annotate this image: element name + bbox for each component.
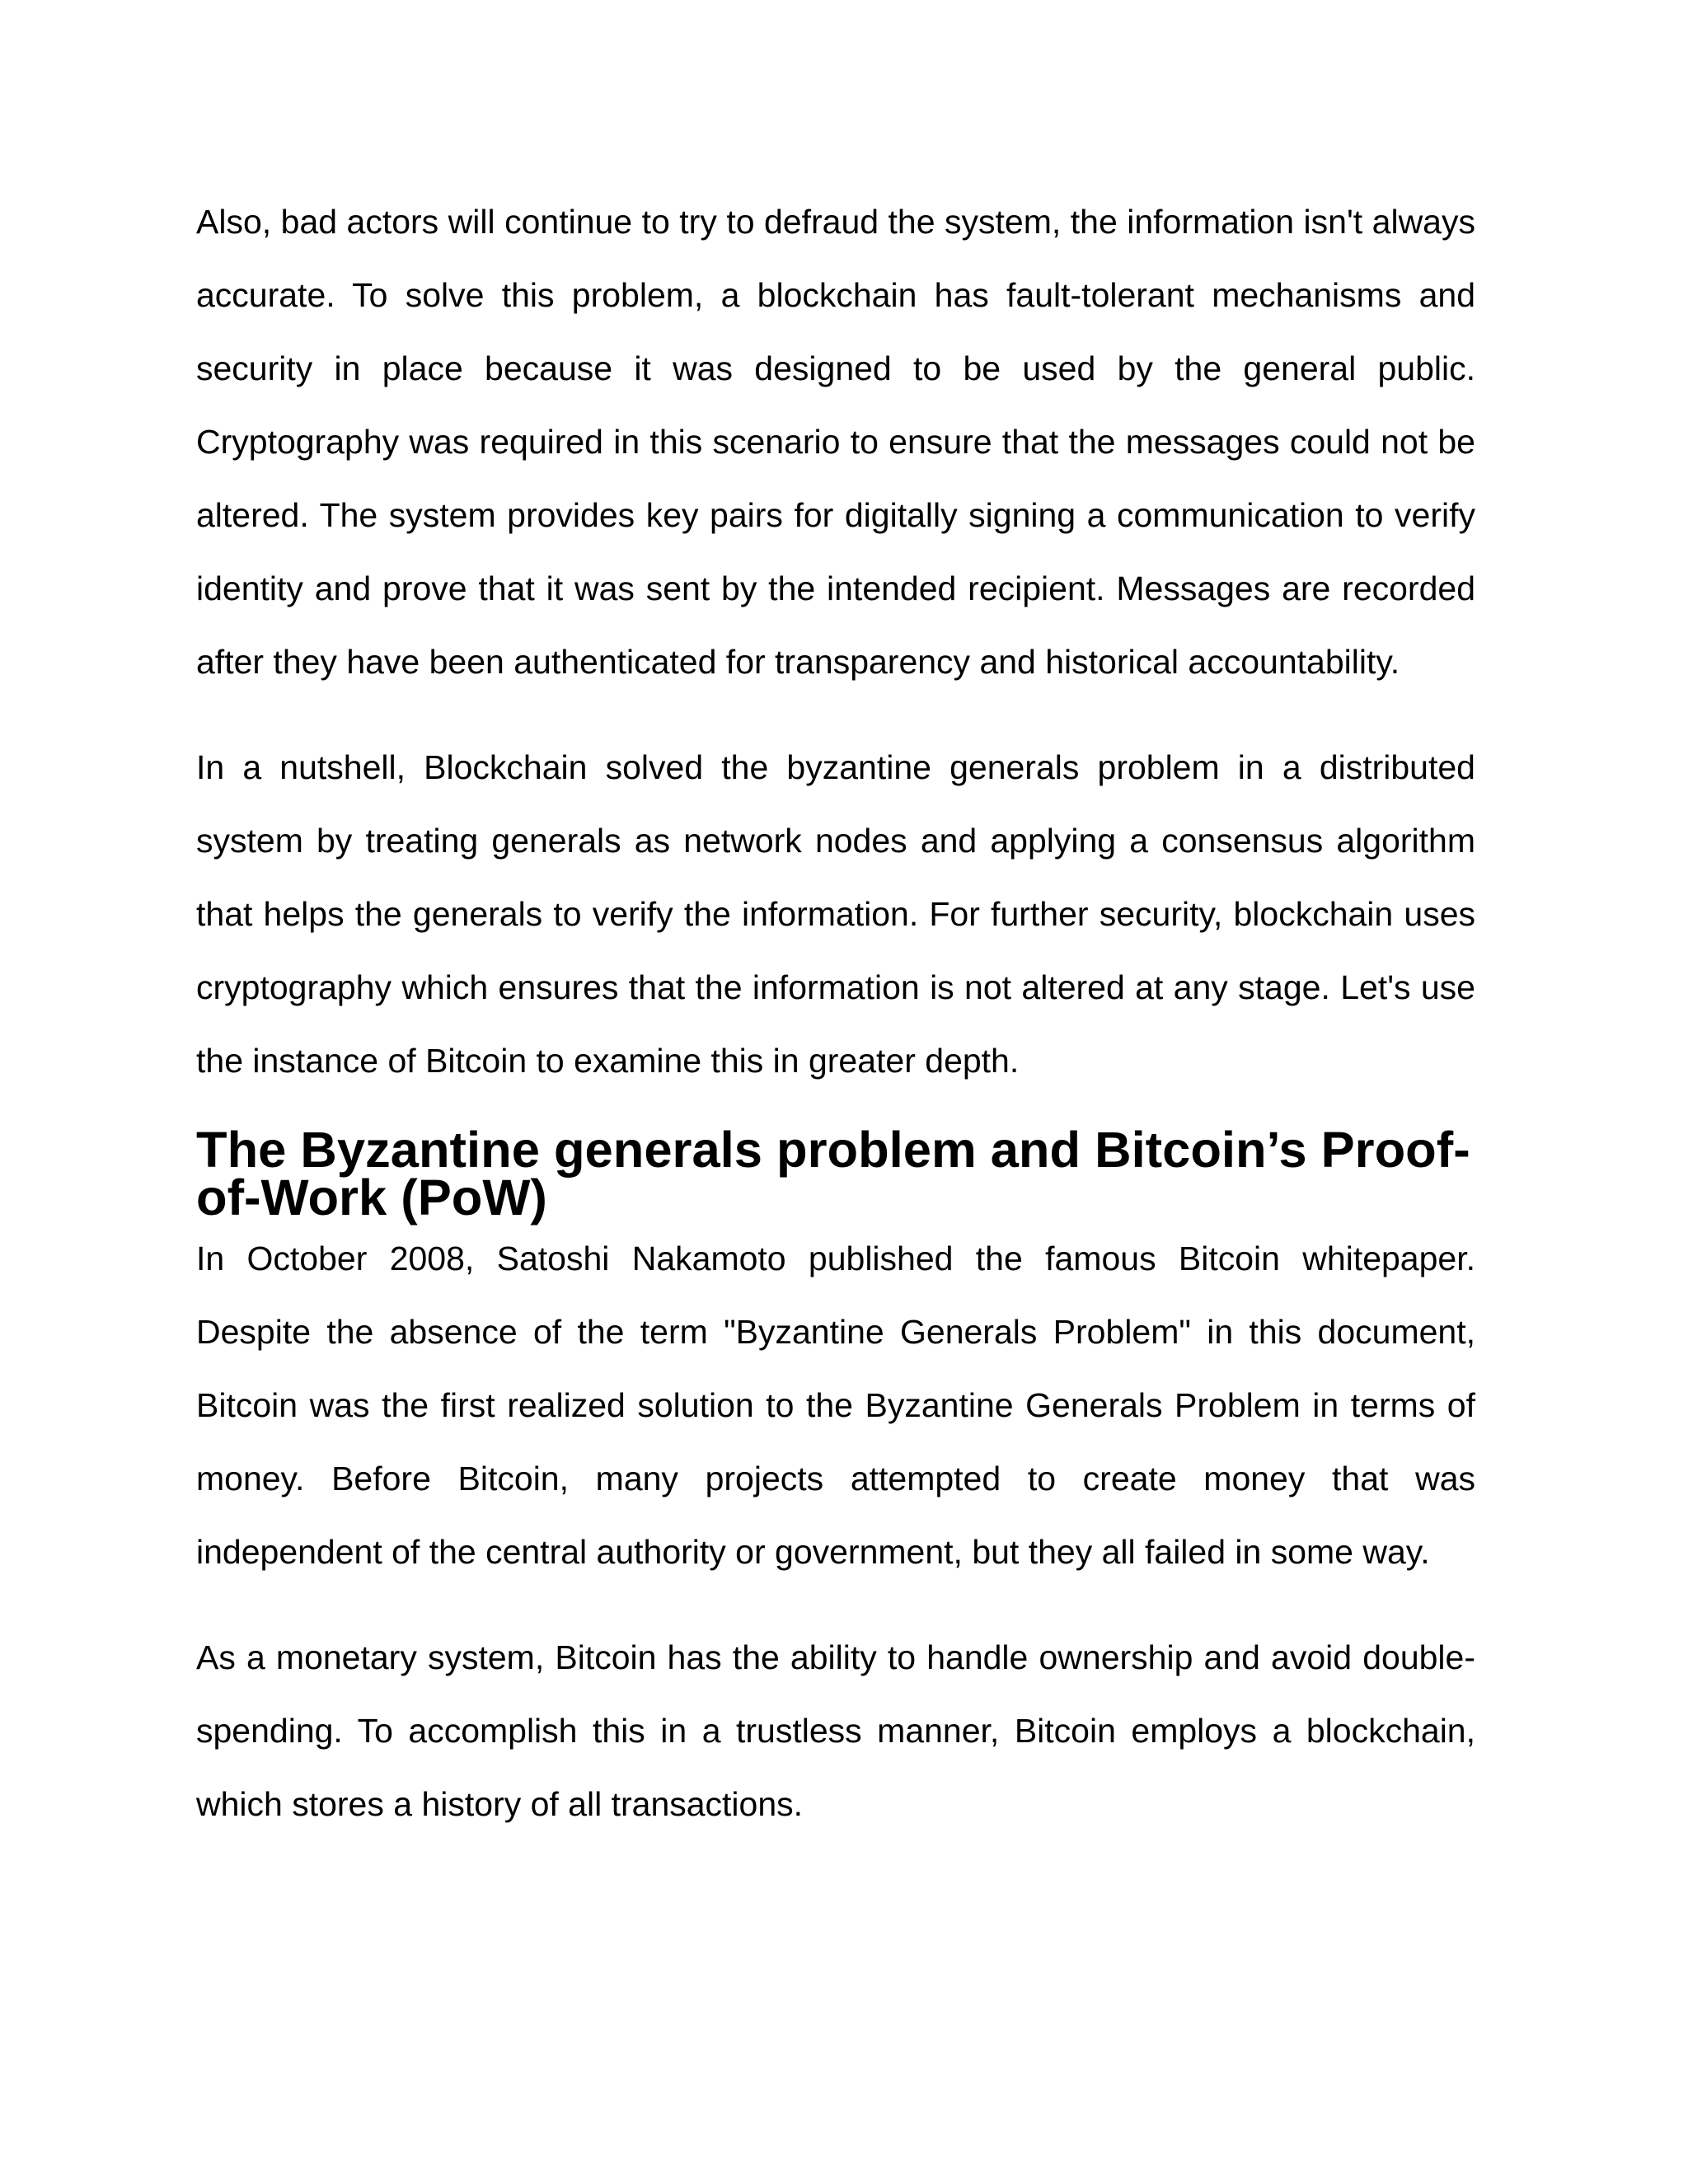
section-heading: The Byzantine generals problem and Bitcoin’s Proof-of-Work (PoW) bbox=[196, 1122, 1470, 1226]
paragraph-fault-tolerance: Also, bad actors will continue to try to defraud the system, the information isn't always accurate. To solve this problem, a blockchain has fault-tolerant mechanisms and security in place because it was designed to be used by the general public. Cryptography was required in this scenario to ensure that the messages could not be altered. The system provides key pairs for digitally signing a communication to verify identity and prove that it was sent by the intended recipient. Messages are recorded after they have been authenticated for transparency and historical accountability. bbox=[196, 203, 1475, 681]
paragraph-nutshell: In a nutshell, Blockchain solved the byzantine generals problem in a distributed system by treating generals as network nodes and applying a consensus algorithm that helps the generals to verify the information. For further security, blockchain uses cryptography which ensures that the information is not altered at any stage. Let's use the instance of Bitcoin to examine this in greater depth. bbox=[196, 748, 1475, 1080]
paragraph-monetary-system: As a monetary system, Bitcoin has the ability to handle ownership and avoid double-spending. To accomplish this in a trustless manner, Bitcoin employs a blockchain, which stores a history of all transactions. bbox=[196, 1638, 1475, 1823]
paragraph-whitepaper: In October 2008, Satoshi Nakamoto published the famous Bitcoin whitepaper. Despite the absence of the term "Byzantine Generals Problem" in this document, Bitcoin was the first realized solution to the Byzantine Generals Problem in terms of money. Before Bitcoin, many projects attempted to create money that was independent of the central authority or government, but they all failed in some way. bbox=[196, 1240, 1475, 1571]
document-page bbox=[196, 185, 1475, 1841]
